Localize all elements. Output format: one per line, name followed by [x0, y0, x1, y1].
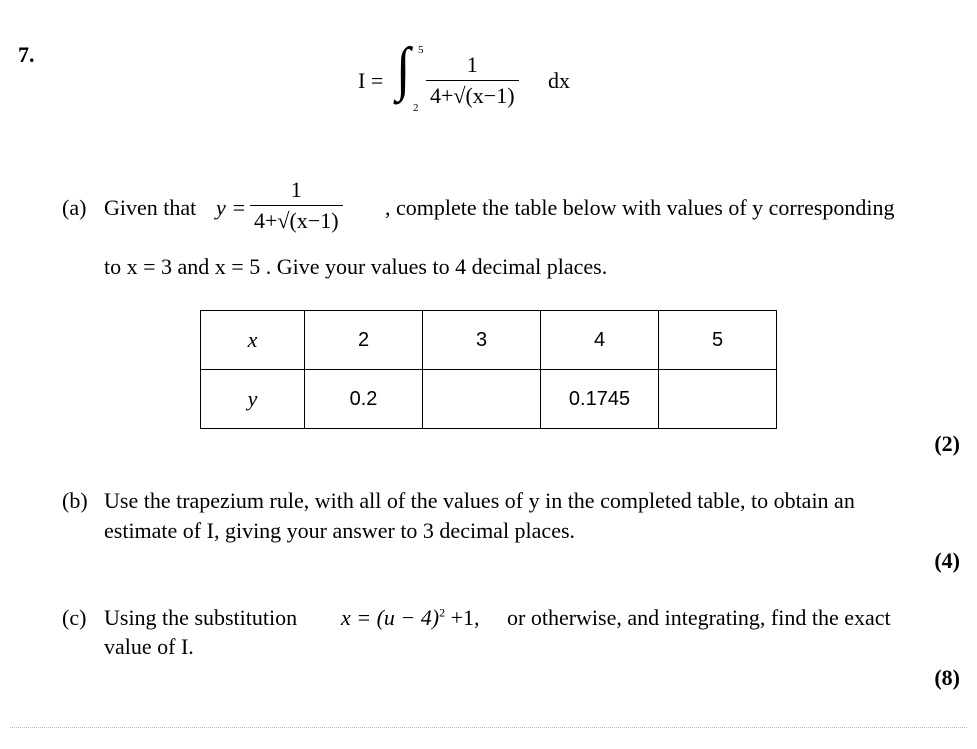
table-header-x: x — [201, 311, 305, 370]
table-header-y: y — [201, 370, 305, 429]
part-c-line1-before: Using the substitution — [104, 605, 298, 630]
substitution-base: x = (u − 4) — [341, 605, 440, 630]
table-row-y — [201, 370, 777, 429]
integral-denominator: 4+√(x−1) — [426, 80, 519, 109]
part-a-marks: (2) — [934, 431, 960, 456]
part-c-line2: value of I. — [104, 634, 194, 659]
table-cell: 4 — [541, 311, 659, 370]
part-b-label: (b) — [62, 488, 88, 513]
substitution-exponent: 2 — [439, 605, 446, 620]
part-a-text-after: , complete the table below with values of y corresponding — [385, 195, 895, 220]
table-cell: 2 — [305, 311, 423, 370]
table-cell: 0.1745 — [541, 370, 659, 429]
values-table — [200, 310, 777, 429]
integral-lower-limit: 2 — [413, 102, 419, 114]
part-a-line2: to x = 3 and x = 5 . Give your values to 4 decimal places. — [104, 254, 608, 279]
part-c-substitution — [341, 605, 480, 631]
table-cell: 3 — [423, 311, 541, 370]
integral-sign: ∫ — [396, 36, 411, 103]
part-a-fraction — [250, 177, 343, 234]
part-c-line1-after: or otherwise, and integrating, find the exact — [507, 605, 891, 630]
table-row-x — [201, 311, 777, 370]
table-cell — [659, 370, 777, 429]
integral-dx: dx — [548, 68, 570, 93]
integral-upper-limit: 5 — [418, 44, 424, 56]
integral-numerator: 1 — [466, 52, 478, 77]
part-a-label: (a) — [62, 195, 87, 220]
part-a-numerator: 1 — [290, 177, 302, 202]
part-b-marks: (4) — [934, 548, 960, 573]
part-a-y-eq: y = — [216, 195, 247, 220]
part-b-line2: estimate of I, giving your answer to 3 decimal places. — [104, 518, 576, 543]
part-a-text-before: Given that — [104, 195, 197, 220]
table-cell: 0.2 — [305, 370, 423, 429]
substitution-tail: +1, — [445, 605, 480, 630]
integral-fraction — [426, 52, 519, 109]
part-c-marks: (8) — [934, 665, 960, 690]
question-number: 7. — [18, 42, 35, 67]
table-cell — [423, 370, 541, 429]
part-a-denominator: 4+√(x−1) — [250, 205, 343, 234]
table-cell: 5 — [659, 311, 777, 370]
part-c-label: (c) — [62, 605, 87, 630]
integral-lhs: I = — [358, 68, 384, 93]
part-b-line1: Use the trapezium rule, with all of the values of y in the completed table, to obtain an — [104, 488, 855, 513]
page-divider — [10, 727, 967, 728]
